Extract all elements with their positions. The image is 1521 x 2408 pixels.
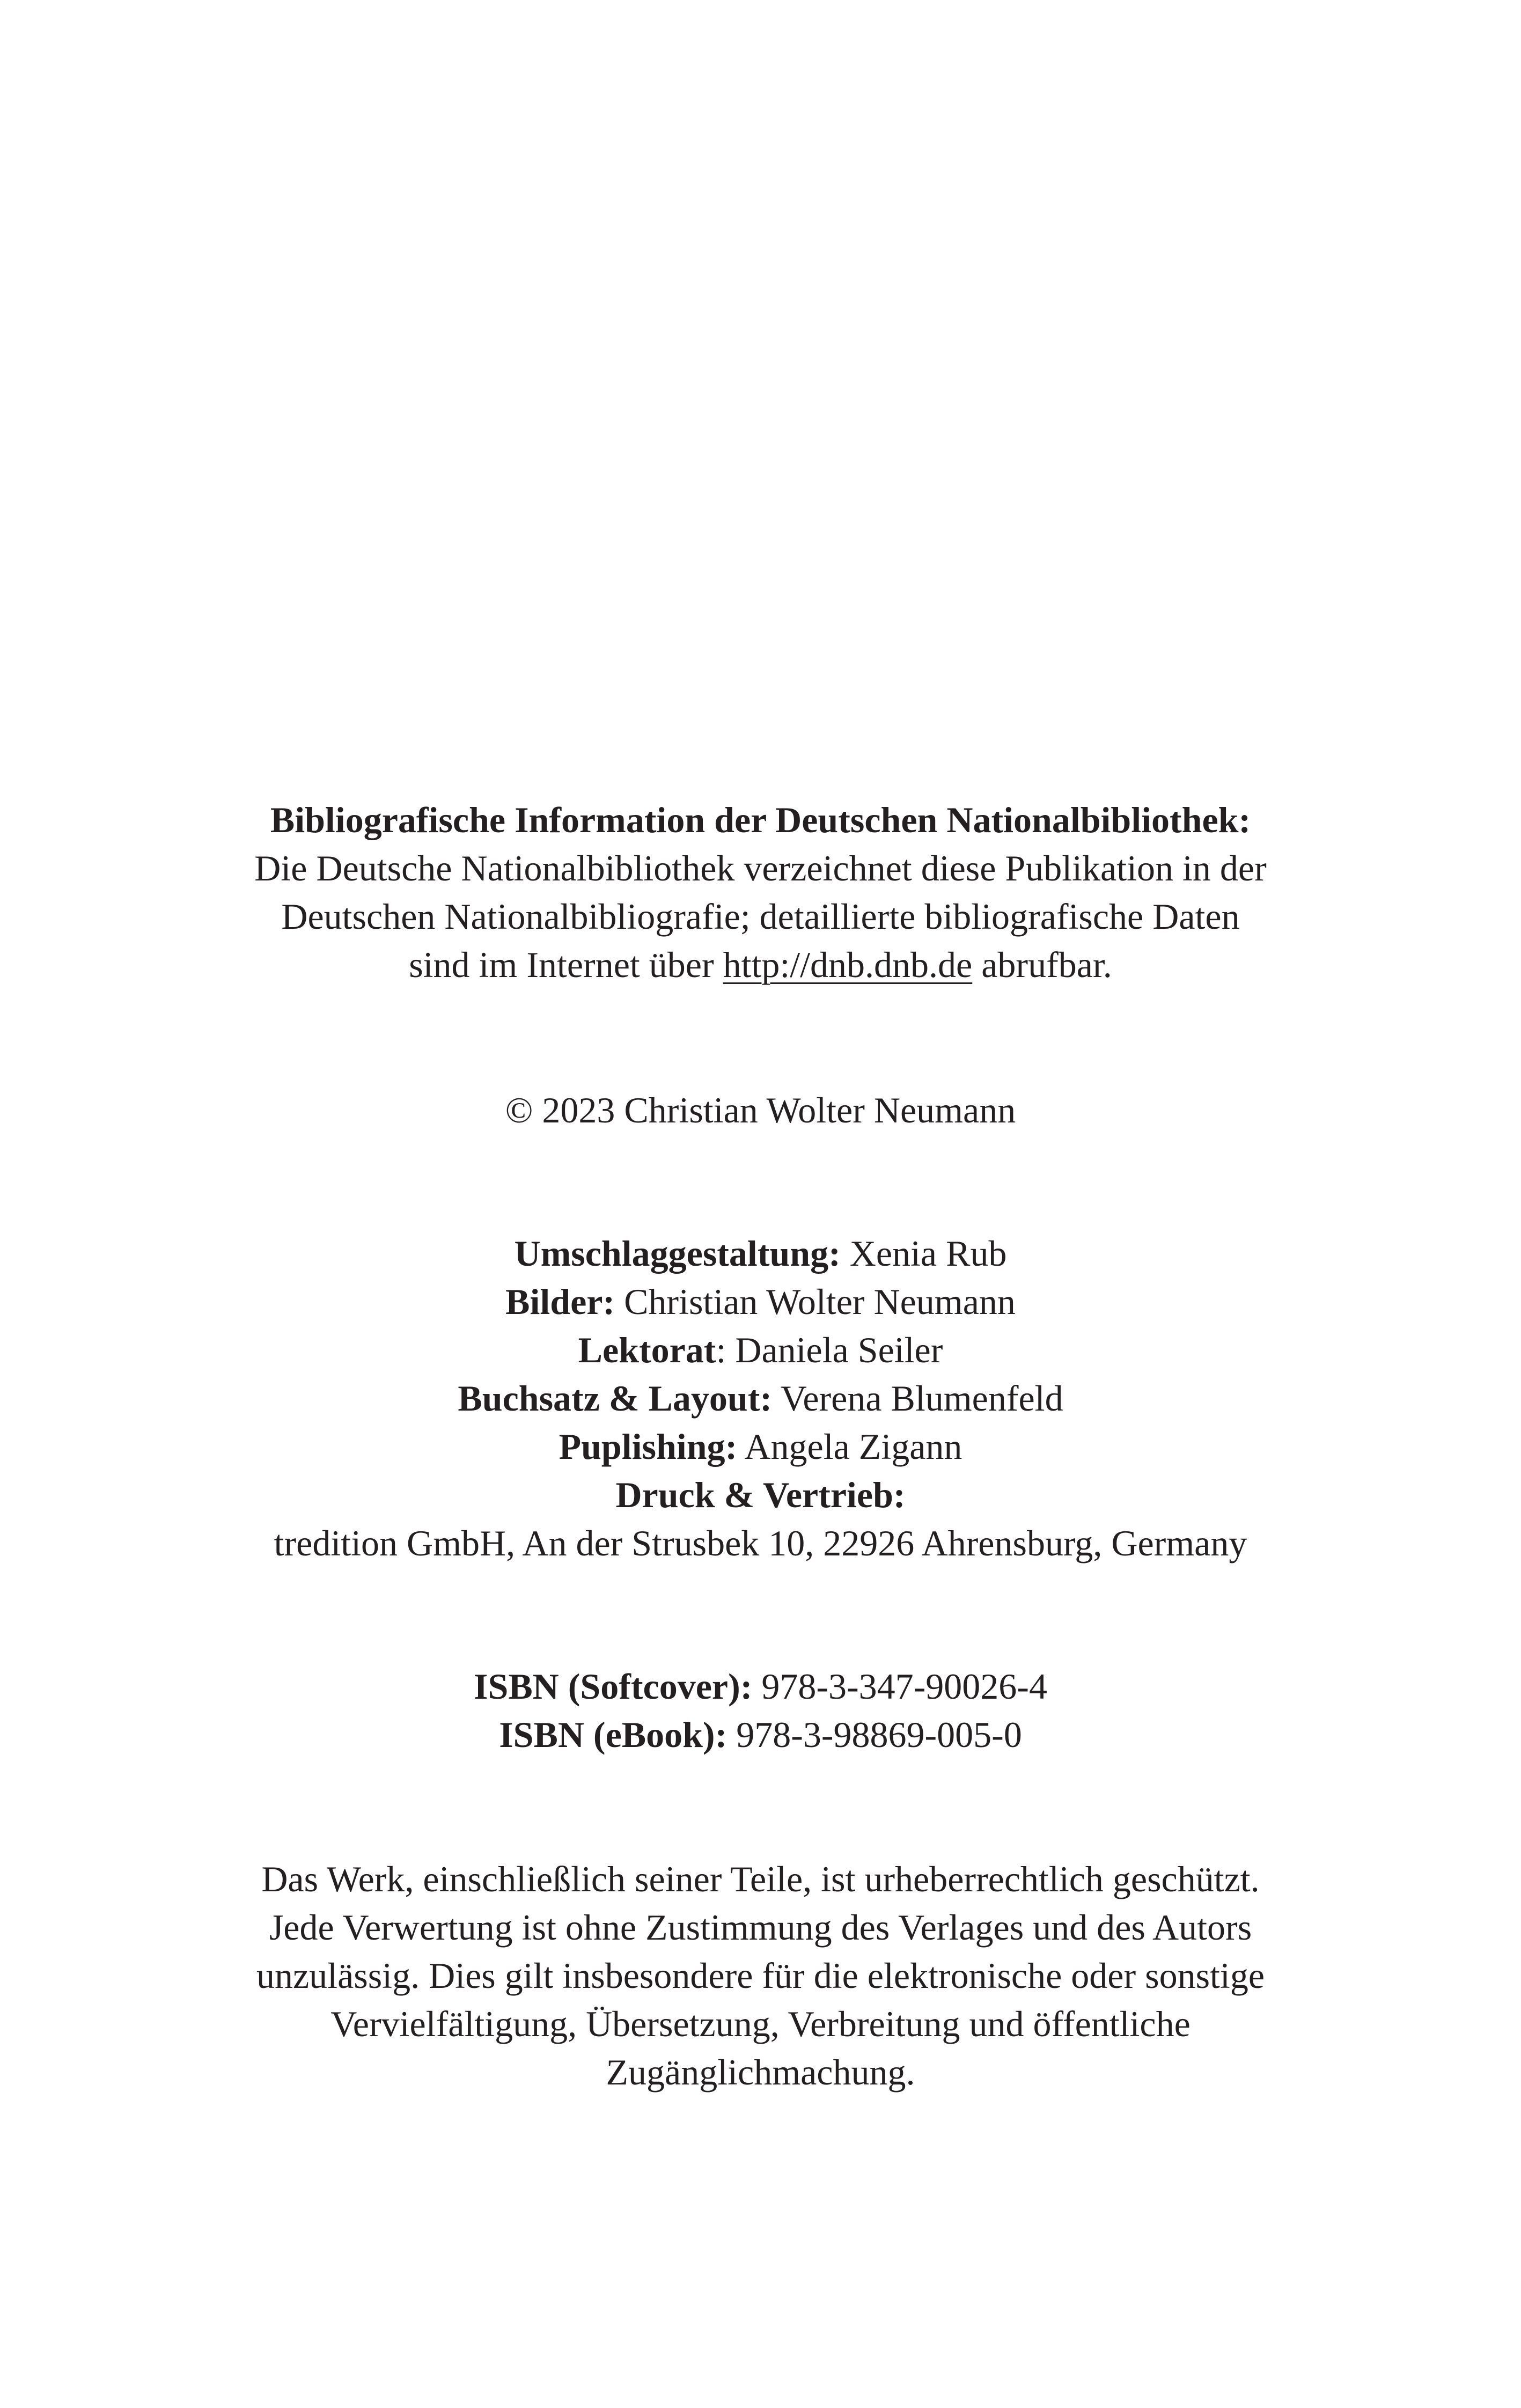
credit-publishing — [0, 1422, 1521, 1471]
credit-print-distribution — [0, 1471, 1521, 1519]
isbn-value: 978-3-98869-005-0 — [727, 1714, 1022, 1755]
credit-value: Christian Wolter Neumann — [615, 1281, 1016, 1322]
legal-line: Das Werk, einschließlich seiner Teile, ist urheberrechtlich geschützt. — [261, 1859, 1260, 1899]
bibliographic-info — [0, 796, 1521, 989]
credits — [0, 1229, 1521, 1567]
isbn-ebook — [0, 1710, 1521, 1759]
bibliographic-line-3-before: sind im Internet über — [409, 944, 723, 985]
isbn-value: 978-3-347-90026-4 — [752, 1666, 1047, 1707]
legal-line: unzulässig. Dies gilt insbesondere für die elektronische oder sonstige — [256, 1955, 1265, 1996]
credit-typesetting — [0, 1374, 1521, 1422]
credit-label: Buchsatz & Layout: — [458, 1378, 772, 1419]
legal-line: Vervielfältigung, Übersetzung, Verbreitung und öffentliche — [330, 2003, 1191, 2044]
bibliographic-line-3 — [0, 941, 1521, 989]
copyright-text: © 2023 Christian Wolter Neumann — [505, 1090, 1016, 1130]
credit-label: Umschlaggestaltung: — [514, 1233, 841, 1274]
isbn-label: ISBN (eBook): — [499, 1714, 728, 1755]
printer-address: tredition GmbH, An der Strusbek 10, 22926 Ahrensburg, Germany — [274, 1523, 1247, 1563]
dnb-link[interactable]: http://dnb.dnb.de — [723, 944, 973, 985]
credit-label: Puplishing: — [559, 1426, 738, 1467]
credit-value: Xenia Rub — [840, 1233, 1007, 1274]
copyright-notice — [0, 1086, 1521, 1134]
bibliographic-line-2: Deutschen Nationalbibliografie; detaillierte bibliografische Daten — [281, 896, 1240, 937]
isbn-softcover — [0, 1662, 1521, 1710]
legal-line: Zugänglichmachung. — [606, 2052, 915, 2093]
credit-images — [0, 1278, 1521, 1326]
credit-label: Lektorat — [578, 1330, 716, 1370]
legal-notice — [0, 1855, 1521, 2096]
isbn-info — [0, 1662, 1521, 1759]
bibliographic-heading: Bibliografische Information der Deutschen Nationalbibliothek: — [270, 799, 1251, 840]
credit-editing — [0, 1326, 1521, 1374]
bibliographic-line-1: Die Deutsche Nationalbibliothek verzeichnet diese Publikation in der — [254, 848, 1267, 889]
credit-label: Druck & Vertrieb: — [615, 1474, 906, 1515]
credit-value: Verena Blumenfeld — [772, 1378, 1063, 1419]
isbn-label: ISBN (Softcover): — [474, 1666, 753, 1707]
credit-label: Bilder: — [505, 1281, 615, 1322]
credit-cover-design — [0, 1229, 1521, 1278]
credit-value: Angela Zigann — [737, 1426, 962, 1467]
bibliographic-line-3-after: abrufbar. — [972, 944, 1112, 985]
credit-value: : Daniela Seiler — [716, 1330, 943, 1370]
legal-line: Jede Verwertung ist ohne Zustimmung des Verlages und des Autors — [269, 1907, 1252, 1948]
